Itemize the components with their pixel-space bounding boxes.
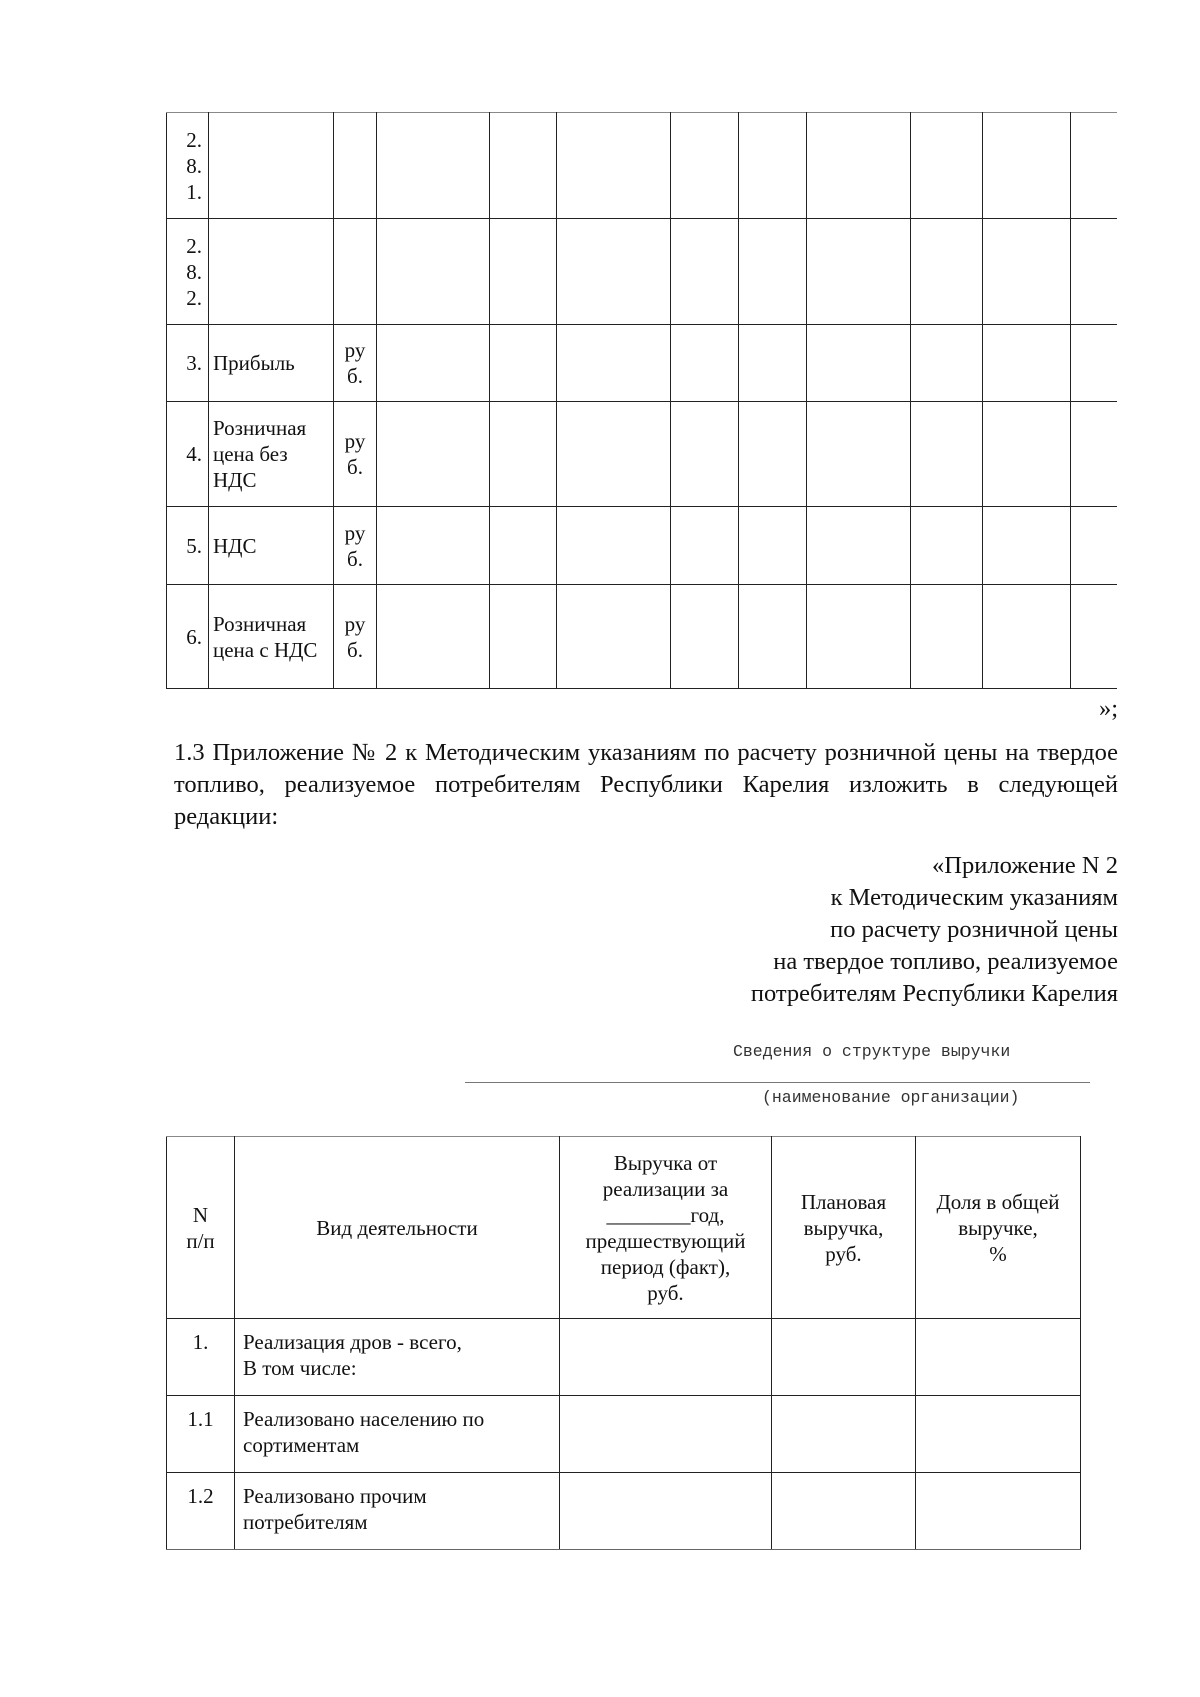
- row-number: 5.: [167, 507, 209, 585]
- table-row: [167, 507, 1117, 585]
- fact-revenue-cell: [560, 1319, 772, 1396]
- value-cell: [911, 113, 983, 219]
- value-cell: [377, 507, 490, 585]
- organization-caption: (наименование организации): [762, 1088, 1020, 1107]
- value-cell: [490, 113, 557, 219]
- fact-revenue-cell: [560, 1473, 772, 1550]
- value-cell: [490, 325, 557, 402]
- value-cell: [807, 507, 911, 585]
- value-cell: [377, 113, 490, 219]
- row-unit: [334, 219, 377, 325]
- value-cell: [739, 585, 807, 689]
- value-cell: [671, 219, 739, 325]
- table-row: [167, 1396, 1081, 1473]
- value-cell: [739, 219, 807, 325]
- value-cell: [557, 219, 671, 325]
- row-number: 3.: [167, 325, 209, 402]
- form-title: Сведения о структуре выручки: [733, 1042, 1011, 1061]
- value-cell: [983, 113, 1071, 219]
- value-cell: [557, 325, 671, 402]
- revenue-structure-table: [166, 1136, 1081, 1550]
- table-row: [167, 113, 1117, 219]
- row-unit: ру б.: [334, 402, 377, 507]
- row-number: 4.: [167, 402, 209, 507]
- value-cell: [983, 585, 1071, 689]
- row-name: [209, 219, 334, 325]
- value-cell: [983, 219, 1071, 325]
- value-cell: [911, 402, 983, 507]
- activity-cell: Реализовано прочим потребителям: [235, 1473, 560, 1550]
- value-cell: [983, 507, 1071, 585]
- value-cell: [911, 325, 983, 402]
- table-row: [167, 219, 1117, 325]
- value-cell: [671, 402, 739, 507]
- value-cell: [490, 507, 557, 585]
- value-cell: [983, 325, 1071, 402]
- value-cell: [983, 402, 1071, 507]
- amendment-paragraph: 1.3 Приложение № 2 к Методическим указаниям по расчету розничной цены на твердое топливо, реализуемое потребителям Республики Карелия изложить в следующей редакции:: [174, 739, 1118, 830]
- value-cell: [1071, 219, 1117, 325]
- row-number: 2. 8. 1.: [167, 113, 209, 219]
- value-cell: [671, 113, 739, 219]
- planned-revenue-cell: [772, 1473, 916, 1550]
- appendix-line: на твердое топливо, реализуемое: [773, 948, 1118, 975]
- header-row: [167, 1137, 1081, 1319]
- row-name: Розничная цена без НДС: [209, 402, 334, 507]
- value-cell: [557, 402, 671, 507]
- planned-revenue-cell: [772, 1396, 916, 1473]
- value-cell: [1071, 507, 1117, 585]
- value-cell: [807, 402, 911, 507]
- value-cell: [807, 113, 911, 219]
- activity-cell: Реализация дров - всего, В том числе:: [235, 1319, 560, 1396]
- row-unit: ру б.: [334, 325, 377, 402]
- closing-quote: »;: [1098, 695, 1118, 722]
- appendix-line: «Приложение N 2: [932, 852, 1118, 879]
- table-row: [167, 402, 1117, 507]
- activity-cell: Реализовано населению по сортиментам: [235, 1396, 560, 1473]
- planned-revenue-cell: [772, 1319, 916, 1396]
- row-number: 1.1: [167, 1396, 235, 1473]
- value-cell: [911, 585, 983, 689]
- value-cell: [671, 325, 739, 402]
- table-row: [167, 585, 1117, 689]
- row-number: 1.: [167, 1319, 235, 1396]
- value-cell: [377, 585, 490, 689]
- value-cell: [739, 402, 807, 507]
- value-cell: [557, 507, 671, 585]
- value-cell: [1071, 113, 1117, 219]
- table-row: [167, 1473, 1081, 1550]
- price-calculation-table: [166, 112, 1117, 689]
- value-cell: [911, 219, 983, 325]
- value-cell: [739, 113, 807, 219]
- value-cell: [807, 325, 911, 402]
- row-unit: [334, 113, 377, 219]
- column-header: Вид деятельности: [235, 1137, 560, 1319]
- row-number: 1.2: [167, 1473, 235, 1550]
- row-number: 2. 8. 2.: [167, 219, 209, 325]
- value-cell: [671, 585, 739, 689]
- fact-revenue-cell: [560, 1396, 772, 1473]
- row-name: Розничная цена с НДС: [209, 585, 334, 689]
- value-cell: [1071, 585, 1117, 689]
- share-cell: [916, 1319, 1081, 1396]
- value-cell: [377, 219, 490, 325]
- value-cell: [557, 113, 671, 219]
- column-header: Выручка от реализации за ________год, предшествующий период (факт), руб.: [560, 1137, 772, 1319]
- row-name: Прибыль: [209, 325, 334, 402]
- value-cell: [490, 219, 557, 325]
- appendix-line: к Методическим указаниям: [830, 884, 1118, 911]
- value-cell: [557, 585, 671, 689]
- value-cell: [490, 585, 557, 689]
- appendix-line: по расчету розничной цены: [830, 916, 1118, 943]
- share-cell: [916, 1473, 1081, 1550]
- value-cell: [377, 325, 490, 402]
- value-cell: [377, 402, 490, 507]
- column-header: Доля в общей выручке, %: [916, 1137, 1081, 1319]
- value-cell: [490, 402, 557, 507]
- table-row: [167, 325, 1117, 402]
- value-cell: [739, 507, 807, 585]
- row-number: 6.: [167, 585, 209, 689]
- value-cell: [807, 219, 911, 325]
- row-name: [209, 113, 334, 219]
- value-cell: [1071, 402, 1117, 507]
- value-cell: [911, 507, 983, 585]
- table-row: [167, 1319, 1081, 1396]
- value-cell: [671, 507, 739, 585]
- value-cell: [807, 585, 911, 689]
- appendix-heading: [751, 850, 1118, 1010]
- value-cell: [739, 325, 807, 402]
- value-cell: [1071, 325, 1117, 402]
- column-header: N п/п: [167, 1137, 235, 1319]
- column-header: Плановая выручка, руб.: [772, 1137, 916, 1319]
- appendix-line: потребителям Республики Карелия: [750, 980, 1118, 1007]
- row-name: НДС: [209, 507, 334, 585]
- share-cell: [916, 1396, 1081, 1473]
- organization-name-line: [465, 1082, 1090, 1083]
- row-unit: ру б.: [334, 585, 377, 689]
- row-unit: ру б.: [334, 507, 377, 585]
